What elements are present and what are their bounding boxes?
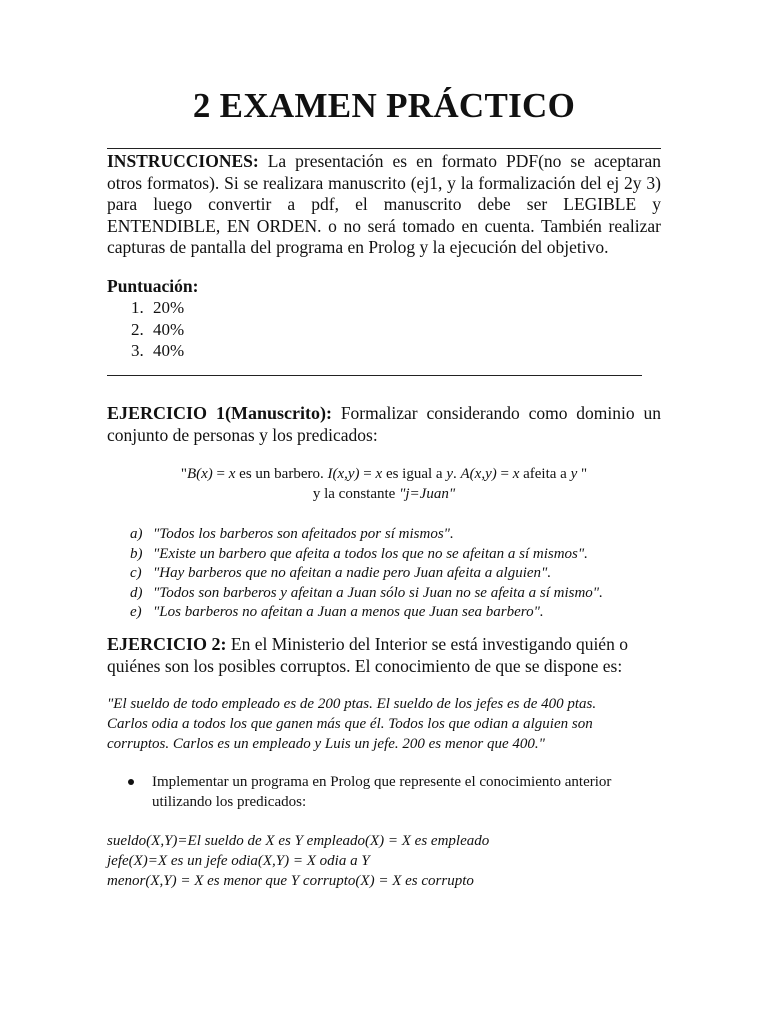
exercise1-text: Formalizar considerando como dominio un conjunto de personas y los predicados: [107, 403, 661, 445]
instructions-paragraph [107, 151, 661, 259]
list-item: 3. 40% [131, 341, 185, 360]
scoring-heading: Puntuación: [107, 276, 199, 296]
bullet-dot-icon [128, 779, 134, 785]
predicate-line: sueldo(X,Y)=El sueldo de X es Y empleado(X) = X es empleado [107, 833, 490, 849]
scoring-list [107, 297, 184, 362]
instructions-text: La presentación es en formato PDF(no se aceptaran otros formatos). Si se realizara manuscrito (ej1, y la formalización del ej 2y 3) para luego convertir a pdf, el manuscrito debe ser LEGIBLE y ENTENDIBLE, EN ORDEN. o no será tomado en cuenta. También realizar capturas de pantalla del programa en Prolog y la ejecución del objetivo. [107, 151, 661, 257]
predicate-line: menor(X,Y) = X es menor que Y corrupto(X) = X es corrupto [107, 873, 474, 889]
section-divider [107, 375, 642, 376]
exercise1-label: EJERCICIO 1(Manuscrito): [107, 403, 332, 423]
predicates-definition-line1: "B(x) = x es un barbero. I(x,y) = x es igual a y. A(x,y) = x afeita a y " [180, 466, 588, 482]
exercise2-predicates [107, 831, 489, 891]
instructions-label: INSTRUCCIONES: [107, 151, 259, 171]
quote-line: Carlos odia a todos los que ganen más que él. Todos los que odian a alguien son [107, 716, 593, 732]
list-item: d) "Todos son barberos y afeitan a Juan sólo si Juan no se afeita a sí mismo". [130, 584, 603, 601]
exercise2-label: EJERCICIO 2: [107, 634, 227, 654]
list-item: 1. 20% [131, 298, 185, 317]
list-item: b) "Existe un barbero que afeita a todos los que no se afeitan a sí mismos". [130, 545, 588, 562]
quote-line: corruptos. Carlos es un empleado y Luis un jefe. 200 es menor que 400." [107, 736, 545, 752]
list-item: 2. 40% [131, 319, 185, 339]
exercise1-items [130, 525, 603, 623]
list-item: e) "Los barberos no afeitan a Juan a menos que Juan sea barbero". [130, 604, 544, 621]
top-divider [107, 148, 661, 149]
predicate-line: jefe(X)=X es un jefe odia(X,Y) = X odia a Y [107, 853, 370, 869]
exercise2-paragraph [107, 634, 667, 677]
list-item: a) "Todos los barberos son afeitados por sí mismos". [130, 526, 454, 542]
exercise2-text: En el Ministerio del Interior se está investigando quién o quiénes son los posibles corruptos. El conocimiento de que se dispone es: [107, 634, 628, 676]
page-title: 2 EXAMEN PRÁCTICO [192, 86, 576, 125]
list-item: c) "Hay barberos que no afeitan a nadie pero Juan afeita a alguien". [130, 565, 552, 582]
quote-line: "El sueldo de todo empleado es de 200 ptas. El sueldo de los jefes es de 400 ptas. [107, 696, 597, 712]
exercise2-quote [107, 694, 667, 754]
predicates-definition-line2: y la constante "j=Juan" [312, 486, 456, 502]
exercise1-paragraph [107, 403, 661, 446]
bullet-text: Implementar un programa en Prolog que represente el conocimiento anterior utilizando los predicados: [152, 774, 612, 810]
